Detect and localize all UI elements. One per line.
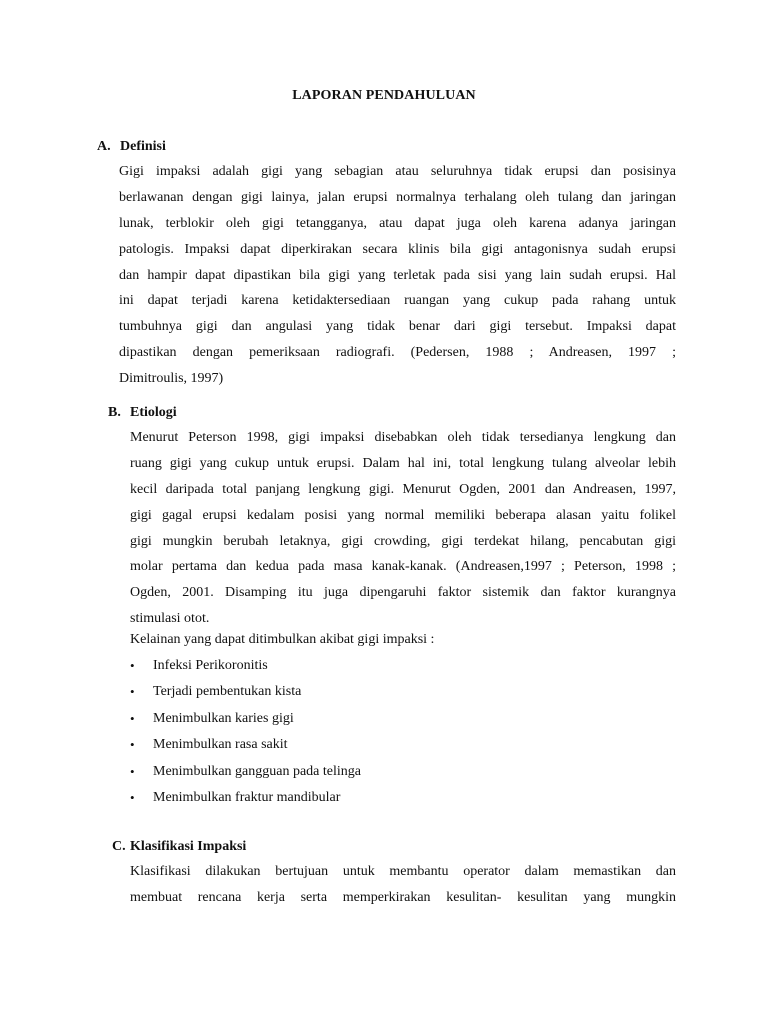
bullet-icon: • — [130, 737, 135, 753]
bullet-icon: • — [130, 763, 135, 779]
section-a-letter: A. — [97, 139, 111, 154]
list-item-text: Terjadi pembentukan kista — [153, 684, 302, 700]
paragraph-line: tumbuhnya gigi dan angulasi yang tidak benar dari gigi tersebut. Impaksi dapat — [119, 319, 676, 335]
bullet-list — [130, 653, 361, 811]
list-item-text: Menimbulkan fraktur mandibular — [153, 789, 341, 805]
bullet-icon: • — [130, 789, 135, 805]
section-a-heading — [97, 139, 166, 155]
list-item — [130, 759, 361, 785]
paragraph-line: Gigi impaksi adalah gigi yang sebagian atau seluruhnya tidak erupsi dan posisinya — [119, 164, 676, 179]
list-item-text: Menimbulkan rasa sakit — [153, 737, 288, 753]
paragraph-line: dipastikan dengan pemeriksaan radiografi. (Pedersen, 1988 ; Andreasen, 1997 ; — [119, 345, 676, 361]
paragraph-line: molar pertama dan kedua pada masa kanak-kanak. (Andreasen,1997 ; Peterson, 1998 ; — [130, 559, 676, 575]
bullet-icon: • — [130, 710, 135, 726]
list-item — [130, 732, 361, 758]
list-item-text: Menimbulkan gangguan pada telinga — [153, 763, 361, 779]
paragraph-line: gigi mungkin berubah letaknya, gigi crowding, gigi terdekat hilang, pencabutan gigi — [130, 533, 676, 549]
list-item — [130, 706, 361, 732]
section-a-paragraph — [119, 159, 676, 392]
document-title: LAPORAN PENDAHULUAN — [292, 88, 476, 103]
paragraph-line: kecil daripada total panjang lengkung gigi. Menurut Ogden, 2001 dan Andreasen, 1997, — [130, 481, 676, 497]
paragraph-line: ruang gigi yang cukup untuk erupsi. Dalam hal ini, total lengkung tulang alveolar lebih — [130, 455, 676, 471]
section-a-title: Definisi — [120, 139, 166, 154]
bullet-icon: • — [130, 658, 135, 673]
paragraph-line: membuat rencana kerja serta memperkirakan kesulitan- kesulitan yang mungkin — [130, 889, 676, 905]
list-item — [130, 785, 361, 811]
list-item-text: Menimbulkan karies gigi — [153, 710, 294, 726]
paragraph-line: gigi gagal erupsi kedalam posisi yang normal memiliki beberapa alasan yaitu folikel — [130, 507, 676, 523]
section-b-letter: B. — [108, 405, 121, 420]
section-b-title: Etiologi — [130, 405, 177, 420]
paragraph-line: patologis. Impaksi dapat diperkirakan secara klinis bila gigi antagonisnya sudah erupsi — [119, 241, 676, 257]
section-c-heading — [112, 839, 246, 855]
paragraph-line: Ogden, 2001. Disamping itu juga dipengaruhi faktor sistemik dan faktor kurangnya — [130, 585, 676, 601]
section-b-heading — [108, 405, 177, 421]
section-c-title: Klasifikasi Impaksi — [130, 839, 247, 854]
paragraph-line: ini dapat terjadi karena ketidaktersediaan ruangan yang cukup pada rahang untuk — [119, 293, 676, 309]
paragraph-line: stimulasi otot. — [130, 611, 210, 627]
list-intro: Kelainan yang dapat ditimbulkan akibat gigi impaksi : — [130, 632, 435, 647]
section-c-paragraph — [130, 859, 676, 911]
section-b-paragraph — [130, 425, 676, 632]
section-c-letter: C. — [112, 839, 126, 854]
paragraph-line: dan hampir dapat dipastikan bila gigi yang terletak pada sisi yang lain sudah erupsi. Hal — [119, 267, 676, 283]
bullet-icon: • — [130, 684, 135, 700]
paragraph-line: Menurut Peterson 1998, gigi impaksi disebabkan oleh tidak tersedianya lengkung dan — [130, 430, 676, 445]
paragraph-line: berlawanan dengan gigi lainya, jalan erupsi normalnya terhalang oleh tulang dan jaringan — [119, 189, 676, 205]
paragraph-line: lunak, terblokir oleh gigi tetangganya, atau dapat juga oleh karena adanya jaringan — [119, 215, 676, 231]
list-item — [130, 679, 361, 705]
paragraph-line: Dimitroulis, 1997) — [119, 371, 224, 387]
paragraph-line: Klasifikasi dilakukan bertujuan untuk membantu operator dalam memastikan dan — [130, 864, 676, 879]
list-item-text: Infeksi Perikoronitis — [153, 658, 268, 673]
list-item — [130, 653, 361, 679]
